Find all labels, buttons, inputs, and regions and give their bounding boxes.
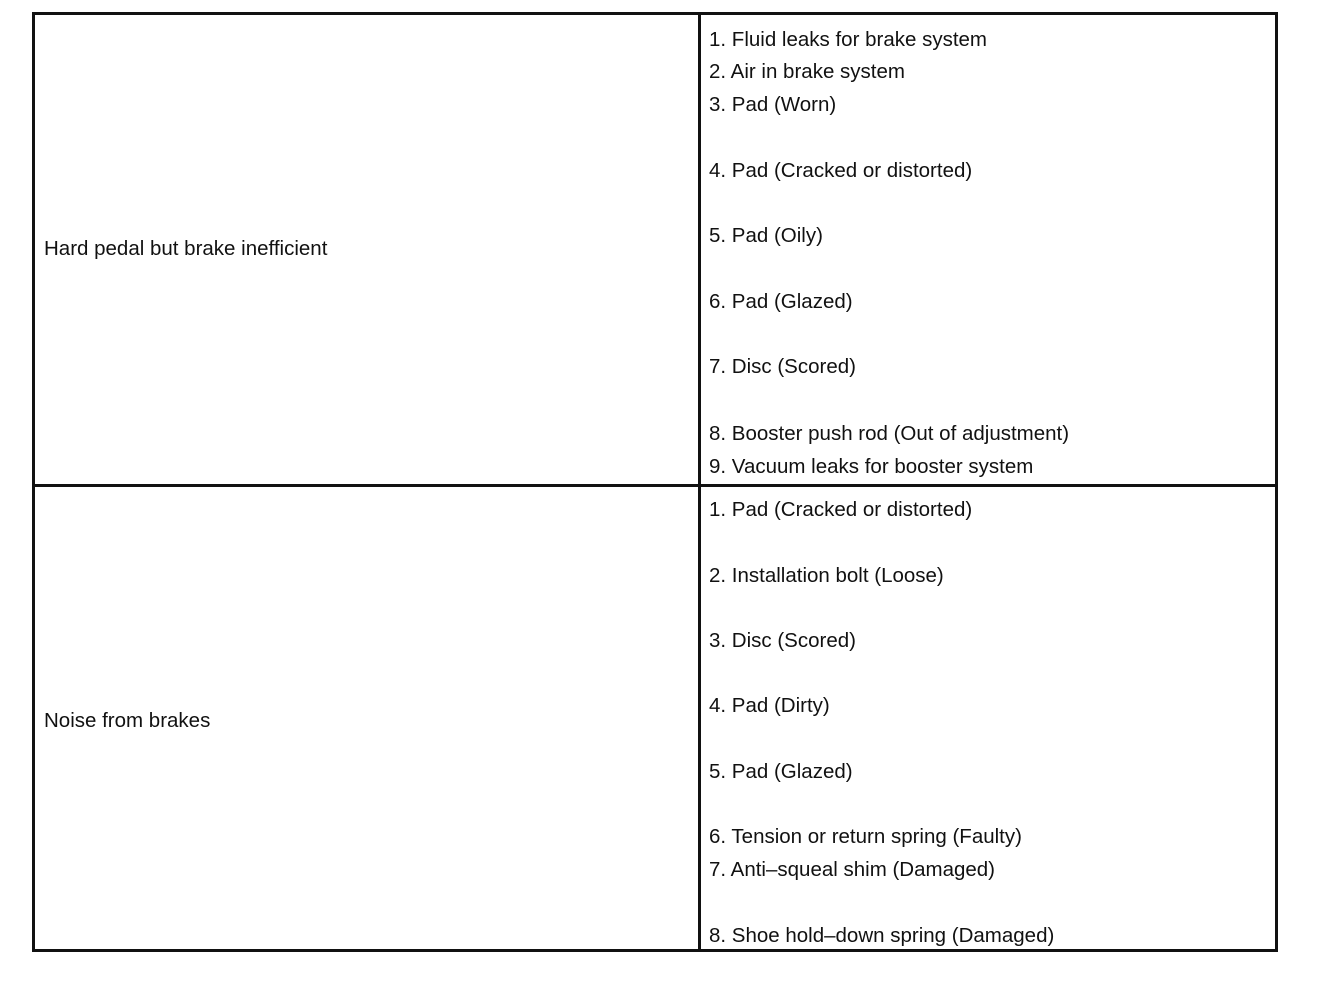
symptom-cell: Hard pedal but brake inefficient bbox=[44, 237, 328, 260]
column-divider bbox=[698, 15, 701, 484]
cause-item: 1. Pad (Cracked or distorted) bbox=[709, 498, 973, 521]
table-row bbox=[35, 487, 1275, 949]
cause-item: 3. Disc (Scored) bbox=[709, 629, 856, 652]
symptom-cell: Noise from brakes bbox=[44, 709, 211, 732]
cause-item: 4. Pad (Cracked or distorted) bbox=[709, 159, 973, 182]
troubleshooting-table bbox=[32, 12, 1278, 952]
cause-item: 7. Anti–squeal shim (Damaged) bbox=[709, 858, 996, 881]
cause-item: 9. Vacuum leaks for booster system bbox=[709, 455, 1034, 478]
cause-item: 4. Pad (Dirty) bbox=[709, 694, 830, 717]
cause-item: 2. Air in brake system bbox=[709, 60, 905, 83]
cause-item: 3. Pad (Worn) bbox=[709, 93, 837, 116]
cause-item: 1. Fluid leaks for brake system bbox=[709, 28, 987, 51]
cause-item: 7. Disc (Scored) bbox=[709, 355, 856, 378]
column-divider bbox=[698, 487, 701, 949]
cause-item: 8. Shoe hold–down spring (Damaged) bbox=[709, 924, 1055, 947]
cause-item: 6. Pad (Glazed) bbox=[709, 290, 853, 313]
cause-item: 5. Pad (Glazed) bbox=[709, 760, 853, 783]
cause-item: 5. Pad (Oily) bbox=[709, 224, 823, 247]
cause-item: 8. Booster push rod (Out of adjustment) bbox=[709, 422, 1070, 445]
cause-item: 6. Tension or return spring (Faulty) bbox=[709, 825, 1022, 848]
cause-item: 2. Installation bolt (Loose) bbox=[709, 564, 944, 587]
table-row bbox=[35, 15, 1275, 487]
